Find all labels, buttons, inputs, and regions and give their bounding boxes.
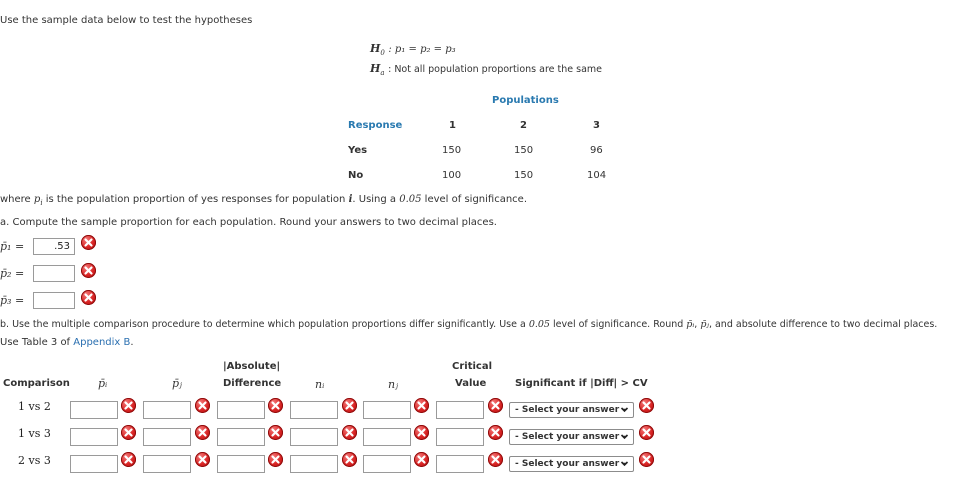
ha-label: H xyxy=(370,62,381,75)
incorrect-x-icon xyxy=(195,425,210,440)
ni-input[interactable] xyxy=(290,455,338,473)
cell-no-1: 100 xyxy=(442,170,462,181)
alt-hypothesis xyxy=(370,62,602,77)
where-i: i xyxy=(348,194,353,205)
intro-text: Use the sample data below to test the hypotheses xyxy=(0,15,253,26)
pi-input[interactable] xyxy=(70,401,118,419)
incorrect-x-icon xyxy=(488,425,503,440)
incorrect-x-icon xyxy=(268,398,283,413)
incorrect-x-icon xyxy=(121,398,136,413)
where-alpha: 0.05 xyxy=(399,194,422,205)
h0-label: H xyxy=(370,42,381,55)
response-header: Response xyxy=(348,120,403,131)
incorrect-x-icon xyxy=(414,425,429,440)
header-absdiff-top: |Absolute| xyxy=(223,361,281,372)
header-cv-bottom: Value xyxy=(455,378,487,389)
header-pj: p̄ⱼ xyxy=(172,377,182,390)
part-b-post: , and absolute difference to two decimal places. xyxy=(708,319,938,330)
table3-reference xyxy=(0,337,134,348)
header-absdiff-bottom: Difference xyxy=(223,378,282,389)
incorrect-x-icon xyxy=(342,452,357,467)
cell-no-2: 150 xyxy=(514,170,534,181)
absdiff-input[interactable] xyxy=(217,401,265,419)
header-significant: Significant if |Diff| > CV xyxy=(515,378,648,389)
cell-yes-2: 150 xyxy=(514,145,534,156)
table3-pre: Use Table 3 of xyxy=(0,337,74,348)
incorrect-x-icon xyxy=(195,398,210,413)
where-mid: is the population proportion of yes responses for population xyxy=(42,194,349,205)
ni-input[interactable] xyxy=(290,401,338,419)
populations-header: Populations xyxy=(492,95,559,106)
part-a-instructions: a. Compute the sample proportion for each population. Round your answers to two decimal places. xyxy=(0,217,497,228)
nj-input[interactable] xyxy=(363,455,411,473)
incorrect-x-icon xyxy=(639,452,654,467)
chevron-down-icon xyxy=(620,405,629,414)
pbar2-input[interactable] xyxy=(33,265,75,282)
where-pre: where xyxy=(0,194,34,205)
ha-text: : Not all population proportions are the same xyxy=(388,64,602,75)
incorrect-x-icon xyxy=(488,452,503,467)
pj-input[interactable] xyxy=(143,401,191,419)
cv-input[interactable] xyxy=(436,401,484,419)
incorrect-x-icon xyxy=(268,425,283,440)
absdiff-input[interactable] xyxy=(217,455,265,473)
pop-header-2: 2 xyxy=(520,120,527,131)
pbar1-input[interactable]: .53 xyxy=(33,238,75,255)
significance-select[interactable] xyxy=(509,429,634,445)
incorrect-x-icon xyxy=(121,452,136,467)
ni-input[interactable] xyxy=(290,428,338,446)
pbar3-input[interactable] xyxy=(33,292,75,309)
header-cv-top: Critical xyxy=(452,361,493,372)
absdiff-input[interactable] xyxy=(217,428,265,446)
pop-header-3: 3 xyxy=(593,120,600,131)
header-nj: nⱼ xyxy=(388,378,398,391)
pj-input[interactable] xyxy=(143,455,191,473)
header-comparison: Comparison xyxy=(3,378,70,389)
select-value: - Select your answer - xyxy=(515,459,627,469)
incorrect-x-icon xyxy=(81,263,96,278)
header-ni: nᵢ xyxy=(315,378,325,391)
cell-no-3: 104 xyxy=(587,170,607,181)
incorrect-x-icon xyxy=(414,398,429,413)
row-label-2vs3: 2 vs 3 xyxy=(18,454,51,467)
part-b-alpha: 0.05 xyxy=(528,319,550,330)
incorrect-x-icon xyxy=(639,425,654,440)
row-label-no: No xyxy=(348,170,364,181)
incorrect-x-icon xyxy=(268,452,283,467)
row-label-yes: Yes xyxy=(348,145,368,156)
null-hypothesis xyxy=(370,42,456,57)
nj-input[interactable] xyxy=(363,428,411,446)
incorrect-x-icon xyxy=(414,452,429,467)
significance-select[interactable] xyxy=(509,402,634,418)
cell-yes-3: 96 xyxy=(590,145,603,156)
h0-sub: 0 xyxy=(380,49,385,58)
appendix-b-link[interactable]: Appendix B xyxy=(73,337,131,348)
select-value: - Select your answer - xyxy=(515,405,627,415)
incorrect-x-icon xyxy=(81,235,96,250)
incorrect-x-icon xyxy=(81,290,96,305)
cv-input[interactable] xyxy=(436,455,484,473)
pi-input[interactable] xyxy=(70,428,118,446)
incorrect-x-icon xyxy=(195,452,210,467)
table3-post: . xyxy=(130,337,134,348)
h0-equation: : p₁ = p₂ = p₃ xyxy=(388,44,456,55)
ha-sub: a xyxy=(380,69,385,78)
part-b-pre: b. Use the multiple comparison procedure to determine which population proportions differ significantly. Use a xyxy=(0,319,529,330)
incorrect-x-icon xyxy=(342,398,357,413)
pbar3-label: p̄₃ = xyxy=(0,294,25,307)
part-b-pi: p̄ᵢ xyxy=(686,319,695,330)
nj-input[interactable] xyxy=(363,401,411,419)
where-text xyxy=(0,194,527,207)
part-b-instructions xyxy=(0,319,937,330)
incorrect-x-icon xyxy=(639,398,654,413)
select-value: - Select your answer - xyxy=(515,432,627,442)
significance-select[interactable] xyxy=(509,456,634,472)
row-label-1vs3: 1 vs 3 xyxy=(18,427,51,440)
part-b-pj: p̄ⱼ xyxy=(700,319,709,330)
cell-yes-1: 150 xyxy=(442,145,462,156)
row-label-1vs2: 1 vs 2 xyxy=(18,400,51,413)
part-b-mid: level of significance. Round xyxy=(549,319,687,330)
pi-input[interactable] xyxy=(70,455,118,473)
pbar1-label: p̄₁ = xyxy=(0,240,25,253)
incorrect-x-icon xyxy=(342,425,357,440)
part-b-comma: , xyxy=(694,319,701,330)
incorrect-x-icon xyxy=(121,425,136,440)
where-post: level of significance. xyxy=(421,194,527,205)
where-pi: p xyxy=(33,194,41,205)
pop-header-1: 1 xyxy=(449,120,456,131)
chevron-down-icon xyxy=(620,459,629,468)
header-pi: p̄ᵢ xyxy=(98,377,108,390)
cv-input[interactable] xyxy=(436,428,484,446)
where-pi-sub: i xyxy=(40,199,43,207)
incorrect-x-icon xyxy=(488,398,503,413)
pbar2-label: p̄₂ = xyxy=(0,267,25,280)
pj-input[interactable] xyxy=(143,428,191,446)
where-mid2: . Using a xyxy=(352,194,400,205)
chevron-down-icon xyxy=(620,432,629,441)
